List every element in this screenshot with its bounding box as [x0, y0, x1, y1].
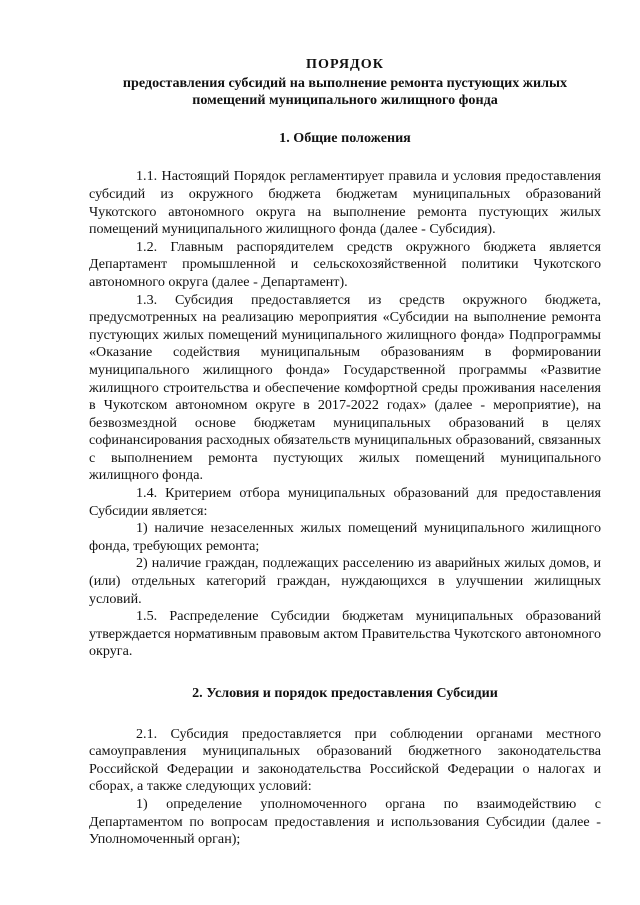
- paragraph-1-2: 1.2. Главным распорядителем средств окружного бюджета является Департамент промышленной и сельскохозяйственной политики Чукотского автономного округа (далее - Департамент).: [89, 238, 601, 290]
- paragraph-2-1-item-1: 1) определение уполномоченного органа по взаимодействию с Департаментом по вопросам предоставления и использования Субсидии (далее - Уполномоченный орган);: [89, 795, 601, 848]
- section-general-provisions: [89, 130, 601, 661]
- document-subtitle: предоставления субсидий на выполнение ремонта пустующих жилых помещений муниципального жилищного фонда: [122, 74, 568, 109]
- paragraph-2-1: 2.1. Субсидия предоставляется при соблюдении органами местного самоуправления муниципальных образований бюджетного законодательства Российской Федерации и законодательства Российской Федерации о налогах и сборах, а также следующих условий:: [89, 725, 601, 795]
- paragraph-1-5: 1.5. Распределение Субсидии бюджетам муниципальных образований утверждается нормативным правовым актом Правительства Чукотского автономного округа.: [89, 608, 601, 660]
- paragraph-1-4: 1.4. Критерием отбора муниципальных образований для предоставления Субсидии является:: [89, 485, 601, 519]
- document-title: ПОРЯДОК: [306, 56, 384, 72]
- section-conditions: [89, 685, 601, 849]
- paragraph-1-4-item-1: 1) наличие незаселенных жилых помещений муниципального жилищного фонда, требующих ремонта;: [89, 520, 601, 554]
- paragraph-1-3: 1.3. Субсидия предоставляется из средств окружного бюджета, предусмотренных на реализацию мероприятия «Субсидии на выполнение ремонта пустующих жилых помещений муниципального жилищного фонда» Подпрограммы «Оказание содействия муниципальным образованиям в формировании муниципального жилищного фонда» Государственной программы «Развитие жилищного строительства и обеспечение комфортной среды проживания населения в Чукотском автономном округе в 2017-2022 годах» (далее - мероприятие), на безвозмездной основе бюджетам муниципальных образований в целях софинансирования расходных обязательств муниципальных образований, связанных с выполнением ремонта пустующих жилых помещений муниципального жилищного фонда.: [89, 291, 601, 484]
- section-heading: 2. Условия и порядок предоставления Субсидии: [192, 685, 498, 701]
- paragraph-1-4-item-2: 2) наличие граждан, подлежащих расселению из аварийных жилых домов, и (или) отдельных категорий граждан, нуждающихся в улучшении жилищных условий.: [89, 555, 601, 607]
- paragraph-1-1: 1.1. Настоящий Порядок регламентирует правила и условия предоставления субсидий из окружного бюджета бюджетам муниципальных образований Чукотского автономного округа на выполнение ремонта пустующих жилых помещений муниципального жилищного фонда (далее - Субсидия).: [89, 168, 601, 238]
- section-heading: 1. Общие положения: [279, 129, 411, 146]
- document-page: [89, 56, 601, 849]
